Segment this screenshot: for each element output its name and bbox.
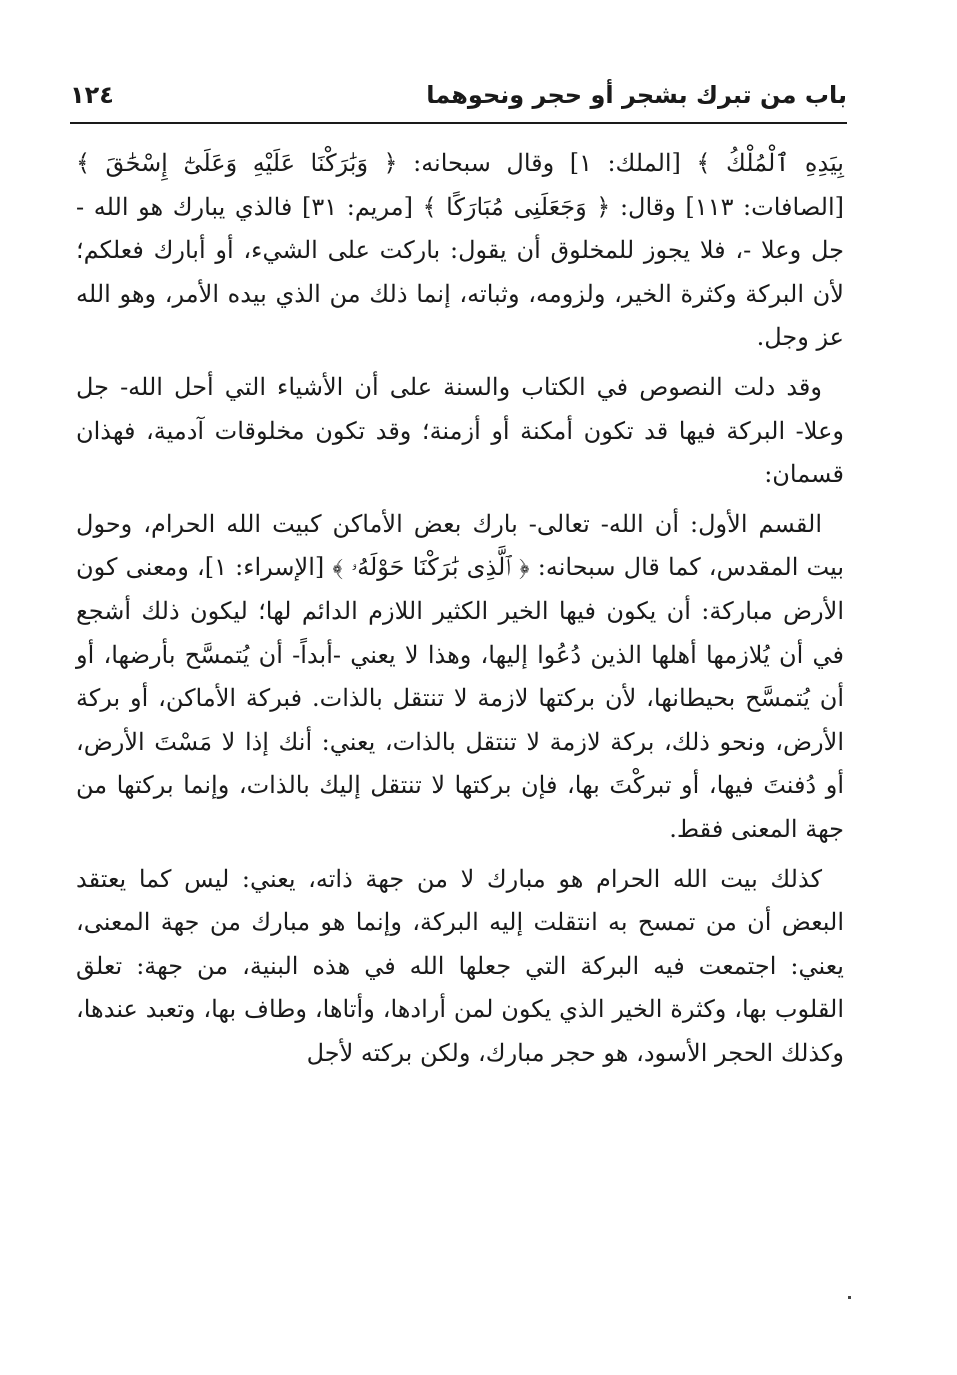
paragraph-4: كذلك بيت الله الحرام هو مبارك لا من جهة ذاته، يعني: ليس كما يعتقد البعض أن من تمسح به انتقلت إليه البركة، وإنما هو مبارك من جهة المعنى، يعني: اجتمعت فيه البركة التي جعلها الله في هذه البنية، من جهة: تعلق القلوب بها، وكثرة الخير الذي يكون لمن أرادها، وأتاها، وطاف بها، وتعبد عندها، وكذلك الحجر الأسود، هو حجر مبارك، ولكن بركته لأجل (76, 864, 844, 1067)
header-rule (70, 122, 847, 124)
paragraph-1: بِيَدِهِ ٱلْمُلْكُ ﴾ [الملك: ١] وقال سبحانه: ﴿ وَبَٰرَكْنَا عَلَيْهِ وَعَلَىٰٓ إِسْحَٰقَ ﴾ [الصافات: ١١٣] وقال: ﴿ وَجَعَلَنِى مُبَارَكًا ﴾ [مريم: ٣١] فالذي يبارك هو الله - جل وعلا -، فلا يجوز للمخلوق أن يقول: باركت على الشيء، أو أبارك فعلكم؛ لأن البركة وكثرة الخير، ولزومه، وثباته، إنما ذلك من الذي بيده الأمر، وهو الله عز وجل. (76, 149, 844, 352)
scan-speck (848, 1296, 851, 1299)
page-header (70, 74, 847, 122)
page-number: ١٢٤ (70, 81, 114, 109)
paragraph-3: القسم الأول: أن الله- تعالى- بارك بعض الأماكن كبيت الله الحرام، وحول بيت المقدس، كما قال سبحانه: ﴿ ٱلَّذِى بَٰرَكْنَا حَوْلَهُۥ ﴾ [الإسراء: ١]، ومعنى كون الأرض مباركة: أن يكون فيها الخير الكثير اللازم الدائم لها؛ ليكون ذلك أشجع في أن يُلازمها أهلها الذين دُعُوا إليها، وهذا لا يعني -أبداً- أن يُتمسَّح بأرضها، أو أن يُتمسَّح بحيطانها، لأن بركتها لازمة لا تنتقل بالذات. فبركة الأماكن، أو بركة الأرض، ونحو ذلك، بركة لازمة لا تنتقل بالذات، يعني: أنك إذا لا مَسْتَ الأرض، أو دُفنتَ فيها، أو تبركْتَ بها، فإن بركتها لا تنتقل إليك بالذات، وإنما بركتها من جهة المعنى فقط. (76, 509, 844, 843)
running-title: باب من تبرك بشجر أو حجر ونحوهما (426, 81, 847, 109)
page-body (76, 142, 844, 1081)
paragraph-2: وقد دلت النصوص في الكتاب والسنة على أن الأشياء التي أحل الله- جل وعلا- البركة فيها قد تكون أمكنة أو أزمنة؛ وقد تكون مخلوقات آدمية، فهذان قسمان: (76, 372, 844, 489)
